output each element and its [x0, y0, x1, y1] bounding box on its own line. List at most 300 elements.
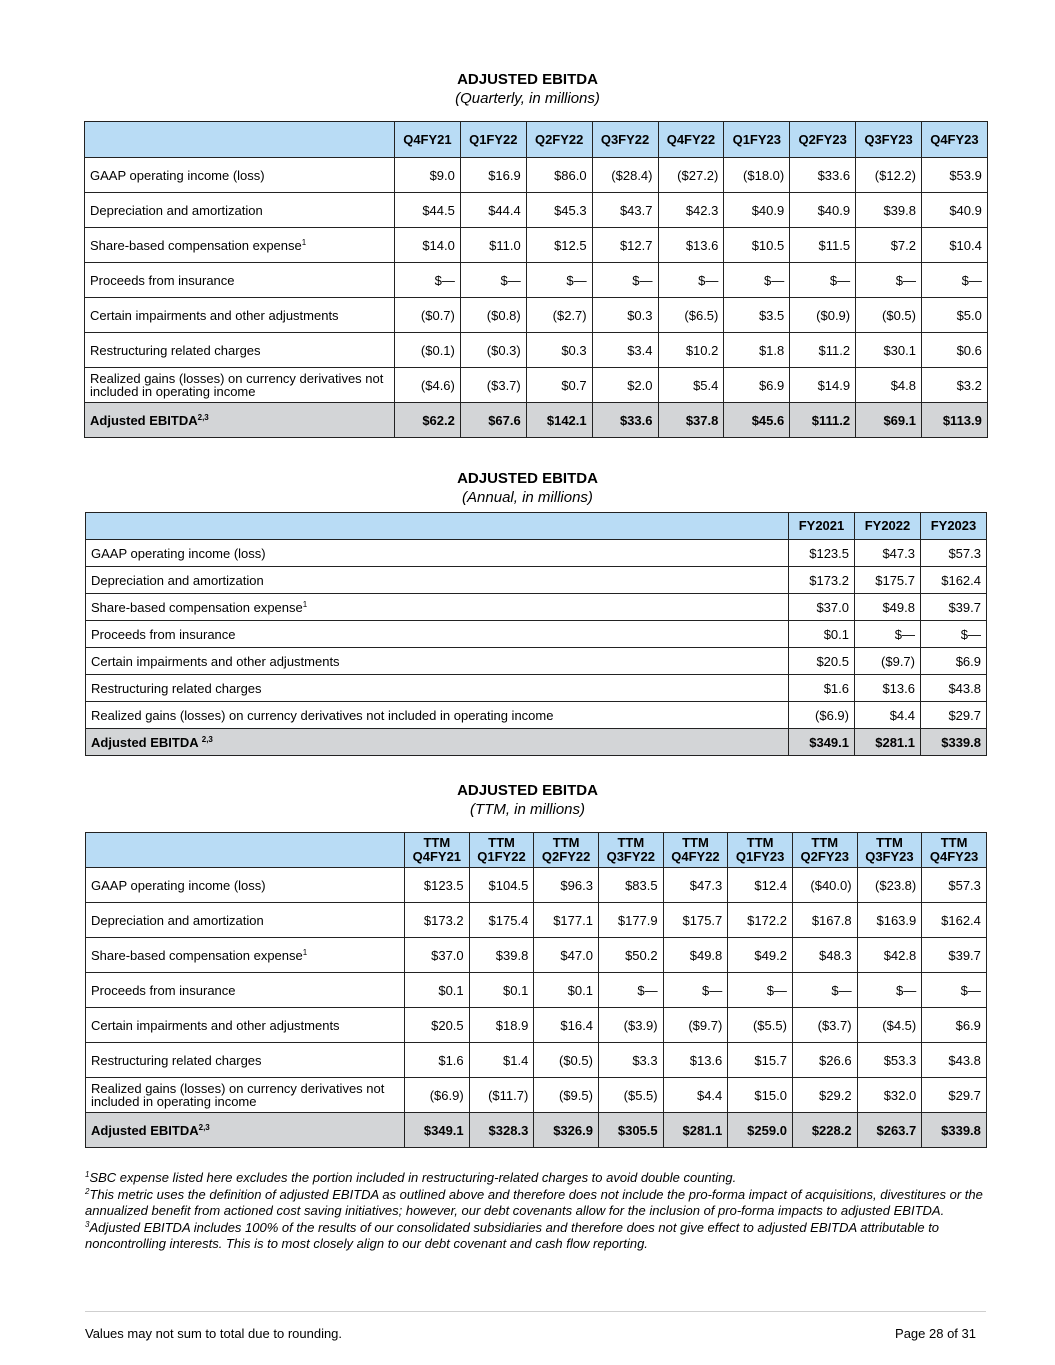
value-cell: ($6.9) — [789, 702, 855, 729]
column-header — [855, 513, 921, 540]
value-cell: $48.3 — [792, 938, 857, 973]
row-label — [86, 903, 405, 938]
value-cell: $167.8 — [792, 903, 857, 938]
value-cell: $0.1 — [534, 973, 599, 1008]
value-cell: $13.6 — [855, 675, 921, 702]
value-cell: $11.2 — [790, 333, 856, 368]
row-label — [85, 158, 395, 193]
column-header-line: TTM — [876, 835, 903, 850]
value-cell: $49.8 — [855, 594, 921, 621]
row-label — [85, 403, 395, 438]
value-cell: $349.1 — [789, 729, 855, 756]
value-cell: $— — [790, 263, 856, 298]
value-cell: ($11.7) — [469, 1078, 534, 1113]
value-cell: $9.0 — [395, 158, 461, 193]
value-cell: $349.1 — [405, 1113, 470, 1148]
value-cell: $33.6 — [592, 403, 658, 438]
row-label — [86, 868, 405, 903]
value-cell: ($18.0) — [724, 158, 790, 193]
column-header-line: FY2022 — [864, 518, 911, 533]
value-cell: $47.3 — [855, 540, 921, 567]
row-label — [86, 702, 789, 729]
table-row — [86, 973, 987, 1008]
column-header-line: FY2021 — [798, 518, 845, 533]
value-cell: $2.0 — [592, 368, 658, 403]
value-cell: $12.7 — [592, 228, 658, 263]
value-cell: $12.4 — [728, 868, 793, 903]
value-cell: $281.1 — [855, 729, 921, 756]
value-cell: $— — [728, 973, 793, 1008]
column-header-line: Q3FY23 — [865, 849, 914, 864]
column-header-line: Q4FY22 — [671, 849, 720, 864]
column-header-line: Q4FY21 — [412, 849, 462, 864]
table-row — [86, 540, 987, 567]
column-header-line: Q4FY22 — [666, 131, 716, 147]
column-header — [856, 122, 922, 158]
value-cell: $— — [395, 263, 461, 298]
row-label — [85, 228, 395, 263]
row-label-text: Proceeds from insurance — [90, 272, 235, 288]
row-label-text: Restructuring related charges — [91, 1052, 262, 1068]
column-header-line: Q4FY23 — [930, 131, 979, 147]
value-cell: ($3.9) — [598, 1008, 663, 1043]
value-cell: $29.7 — [921, 702, 987, 729]
value-cell: $86.0 — [526, 158, 592, 193]
column-header-line: Q2FY23 — [800, 849, 849, 864]
value-cell: $37.0 — [405, 938, 470, 973]
header-blank-cell — [85, 122, 395, 158]
table-row — [86, 648, 987, 675]
column-header-line: TTM — [940, 835, 968, 850]
column-header — [469, 833, 534, 868]
value-cell: $— — [921, 621, 987, 648]
column-header — [922, 833, 987, 868]
value-cell: $175.7 — [855, 567, 921, 594]
column-header — [663, 833, 728, 868]
value-cell: $326.9 — [534, 1113, 599, 1148]
value-cell: $— — [792, 973, 857, 1008]
column-header-line: Q3FY22 — [606, 849, 655, 864]
value-cell: $5.4 — [658, 368, 724, 403]
column-header-line: Q4FY23 — [929, 849, 979, 864]
value-cell: $40.9 — [922, 193, 988, 228]
total-row — [85, 403, 988, 438]
value-cell: $83.5 — [598, 868, 663, 903]
row-label-text: Proceeds from insurance — [91, 982, 236, 998]
value-cell: $20.5 — [405, 1008, 470, 1043]
value-cell: $50.2 — [598, 938, 663, 973]
value-cell: $263.7 — [857, 1113, 922, 1148]
table-row — [85, 193, 988, 228]
row-label-text: Share-based compensation expense — [91, 599, 303, 615]
table-row — [86, 594, 987, 621]
value-cell: $0.6 — [922, 333, 988, 368]
column-header — [526, 122, 592, 158]
quarterly-title: ADJUSTED EBITDA — [457, 71, 598, 88]
value-cell: $11.5 — [790, 228, 856, 263]
value-cell: $— — [592, 263, 658, 298]
value-cell: $1.6 — [789, 675, 855, 702]
table-row — [85, 298, 988, 333]
value-cell: $0.7 — [526, 368, 592, 403]
quarterly-subtitle: (Quarterly, in millions) — [455, 90, 600, 107]
value-cell: $30.1 — [856, 333, 922, 368]
value-cell: $— — [856, 263, 922, 298]
table-row — [86, 1043, 987, 1078]
value-cell: $42.8 — [857, 938, 922, 973]
row-label — [85, 368, 395, 403]
footnote-marker: 1 — [302, 599, 308, 609]
value-cell: ($12.2) — [856, 158, 922, 193]
value-cell: $281.1 — [663, 1113, 728, 1148]
value-cell: $12.5 — [526, 228, 592, 263]
footnote-2 — [85, 1187, 990, 1220]
footnote-marker: 1 — [301, 237, 307, 247]
value-cell: $47.0 — [534, 938, 599, 973]
value-cell: $1.8 — [724, 333, 790, 368]
rounding-note: Values may not sum to total due to rounding. — [85, 1326, 343, 1341]
row-label — [86, 594, 789, 621]
column-header-line: TTM — [746, 835, 774, 850]
footnote-3-number: 3 — [85, 1219, 90, 1229]
column-header-line: Q4FY21 — [403, 131, 452, 147]
value-cell: $3.3 — [598, 1043, 663, 1078]
value-cell: $— — [724, 263, 790, 298]
value-cell: $33.6 — [790, 158, 856, 193]
value-cell: $29.7 — [922, 1078, 987, 1113]
value-cell: ($23.8) — [857, 868, 922, 903]
table-row — [85, 228, 988, 263]
value-cell: $57.3 — [922, 868, 987, 903]
row-label-text: Realized gains (losses) on currency derivatives not included in operating income — [90, 371, 384, 399]
value-cell: $42.3 — [658, 193, 724, 228]
row-label-text: Realized gains (losses) on currency derivatives not included in operating income — [91, 1081, 385, 1109]
value-cell: $69.1 — [856, 403, 922, 438]
table-row — [85, 333, 988, 368]
total-row — [86, 729, 987, 756]
value-cell: $4.8 — [856, 368, 922, 403]
value-cell: $0.3 — [592, 298, 658, 333]
value-cell: ($0.1) — [395, 333, 461, 368]
column-header — [395, 122, 461, 158]
column-header — [922, 122, 988, 158]
row-label — [86, 1008, 405, 1043]
value-cell: $10.5 — [724, 228, 790, 263]
table-row — [85, 158, 988, 193]
value-cell: $259.0 — [728, 1113, 793, 1148]
value-cell: $44.5 — [395, 193, 461, 228]
footnote-2-number: 2 — [85, 1186, 90, 1196]
value-cell: $4.4 — [663, 1078, 728, 1113]
column-header — [921, 513, 987, 540]
value-cell: ($0.9) — [790, 298, 856, 333]
value-cell: $5.0 — [922, 298, 988, 333]
value-cell: $6.9 — [724, 368, 790, 403]
footnote-1-number: 1 — [85, 1170, 90, 1179]
row-label-text: Depreciation and amortization — [90, 202, 263, 218]
value-cell: $0.1 — [469, 973, 534, 1008]
column-header-line: Q1FY22 — [477, 849, 526, 864]
value-cell: ($28.4) — [592, 158, 658, 193]
column-header-line: Q1FY22 — [469, 131, 518, 147]
value-cell: $— — [526, 263, 592, 298]
value-cell: ($9.7) — [663, 1008, 728, 1043]
value-cell: $29.2 — [792, 1078, 857, 1113]
value-cell: $162.4 — [922, 903, 987, 938]
footnote-marker: 2,3 — [197, 412, 209, 422]
annual-subtitle: (Annual, in millions) — [462, 489, 593, 506]
value-cell: $16.4 — [534, 1008, 599, 1043]
header-row — [86, 833, 987, 868]
value-cell: $14.0 — [395, 228, 461, 263]
value-cell: $39.7 — [921, 594, 987, 621]
footer-divider — [85, 1311, 986, 1312]
column-header-line: Q3FY23 — [864, 131, 913, 147]
footnote-1-text: SBC expense listed here excludes the portion included in restructuring-related charges to avoid double counting. — [89, 1170, 737, 1185]
value-cell: ($40.0) — [792, 868, 857, 903]
table-row — [86, 621, 987, 648]
value-cell: $47.3 — [663, 868, 728, 903]
annual-title: ADJUSTED EBITDA — [457, 470, 598, 487]
value-cell: ($2.7) — [526, 298, 592, 333]
row-label-text: Adjusted EBITDA — [91, 734, 202, 750]
value-cell: $49.2 — [728, 938, 793, 973]
value-cell: $6.9 — [921, 648, 987, 675]
column-header-line: TTM — [423, 835, 451, 850]
value-cell: $3.2 — [922, 368, 988, 403]
column-header — [658, 122, 724, 158]
row-label — [86, 540, 789, 567]
value-cell: $123.5 — [405, 868, 470, 903]
footnote-1 — [85, 1170, 990, 1187]
ttm-title: ADJUSTED EBITDA — [457, 782, 598, 799]
column-header — [598, 833, 663, 868]
table-row — [86, 702, 987, 729]
value-cell: ($9.7) — [855, 648, 921, 675]
column-header — [728, 833, 793, 868]
value-cell: $— — [922, 973, 987, 1008]
row-label-text: Depreciation and amortization — [91, 912, 264, 928]
value-cell: ($3.7) — [792, 1008, 857, 1043]
value-cell: $175.7 — [663, 903, 728, 938]
row-label — [86, 675, 789, 702]
value-cell: $0.1 — [789, 621, 855, 648]
value-cell: $53.3 — [857, 1043, 922, 1078]
value-cell: $16.9 — [460, 158, 526, 193]
table-row — [86, 903, 987, 938]
value-cell: ($3.7) — [460, 368, 526, 403]
quarterly-heading — [0, 70, 1055, 108]
value-cell: $32.0 — [857, 1078, 922, 1113]
value-cell: $13.6 — [658, 228, 724, 263]
row-label-text: Realized gains (losses) on currency derivatives not included in operating income — [91, 707, 554, 723]
row-label — [86, 1043, 405, 1078]
value-cell: $1.6 — [405, 1043, 470, 1078]
row-label — [86, 973, 405, 1008]
value-cell: $104.5 — [469, 868, 534, 903]
value-cell: $53.9 — [922, 158, 988, 193]
column-header — [460, 122, 526, 158]
value-cell: ($5.5) — [598, 1078, 663, 1113]
page-number: Page 28 of 31 — [895, 1326, 976, 1341]
row-label-text: GAAP operating income (loss) — [91, 545, 266, 561]
column-header — [534, 833, 599, 868]
value-cell: $— — [658, 263, 724, 298]
value-cell: $45.3 — [526, 193, 592, 228]
column-header-line: Q1FY23 — [732, 131, 782, 147]
table-row — [86, 1008, 987, 1043]
header-blank-cell — [86, 833, 405, 868]
table-row — [86, 567, 987, 594]
row-label — [85, 333, 395, 368]
value-cell: $305.5 — [598, 1113, 663, 1148]
value-cell: $0.1 — [405, 973, 470, 1008]
value-cell: $177.1 — [534, 903, 599, 938]
value-cell: $62.2 — [395, 403, 461, 438]
value-cell: $43.8 — [921, 675, 987, 702]
ttm-ebitda-table — [85, 832, 987, 1148]
row-label-text: Adjusted EBITDA — [91, 1122, 199, 1138]
value-cell: $20.5 — [789, 648, 855, 675]
row-label-text: Certain impairments and other adjustments — [91, 1017, 340, 1033]
row-label-text: Restructuring related charges — [91, 680, 262, 696]
value-cell: $177.9 — [598, 903, 663, 938]
row-label — [86, 621, 789, 648]
value-cell: $1.4 — [469, 1043, 534, 1078]
table-row — [85, 263, 988, 298]
row-label-text: Depreciation and amortization — [91, 572, 264, 588]
value-cell: $228.2 — [792, 1113, 857, 1148]
value-cell: ($6.5) — [658, 298, 724, 333]
column-header-line: TTM — [682, 835, 709, 850]
value-cell: $57.3 — [921, 540, 987, 567]
table-row — [86, 675, 987, 702]
row-label-text: Share-based compensation expense — [91, 947, 303, 963]
row-label — [86, 648, 789, 675]
value-cell: $— — [857, 973, 922, 1008]
value-cell: ($0.7) — [395, 298, 461, 333]
column-header — [789, 513, 855, 540]
value-cell: $49.8 — [663, 938, 728, 973]
value-cell: $339.8 — [922, 1113, 987, 1148]
table-row — [86, 938, 987, 973]
value-cell: $6.9 — [922, 1008, 987, 1043]
total-row — [86, 1113, 987, 1148]
value-cell: $43.7 — [592, 193, 658, 228]
row-label — [86, 729, 789, 756]
value-cell: $37.8 — [658, 403, 724, 438]
value-cell: $113.9 — [922, 403, 988, 438]
value-cell: $44.4 — [460, 193, 526, 228]
column-header-line: Q2FY23 — [798, 131, 847, 147]
row-label — [86, 1078, 405, 1113]
header-row — [86, 513, 987, 540]
row-label-text: GAAP operating income (loss) — [90, 167, 265, 183]
annual-ebitda-table — [85, 512, 987, 756]
value-cell: $3.5 — [724, 298, 790, 333]
value-cell: $14.9 — [790, 368, 856, 403]
value-cell: $175.4 — [469, 903, 534, 938]
value-cell: $4.4 — [855, 702, 921, 729]
row-label-text: GAAP operating income (loss) — [91, 877, 266, 893]
column-header — [792, 833, 857, 868]
value-cell: $13.6 — [663, 1043, 728, 1078]
value-cell: ($0.5) — [856, 298, 922, 333]
row-label-text: Restructuring related charges — [90, 342, 261, 358]
value-cell: $15.7 — [728, 1043, 793, 1078]
column-header-line: TTM — [552, 835, 580, 850]
value-cell: $10.4 — [922, 228, 988, 263]
value-cell: $162.4 — [921, 567, 987, 594]
value-cell: $39.8 — [856, 193, 922, 228]
column-header — [790, 122, 856, 158]
value-cell: $— — [598, 973, 663, 1008]
value-cell: $3.4 — [592, 333, 658, 368]
row-label-text: Certain impairments and other adjustments — [90, 307, 339, 323]
column-header-line: TTM — [488, 835, 515, 850]
value-cell: $173.2 — [405, 903, 470, 938]
footnote-marker: 1 — [302, 947, 308, 957]
table-row — [86, 868, 987, 903]
value-cell: $— — [460, 263, 526, 298]
value-cell: $67.6 — [460, 403, 526, 438]
row-label — [86, 938, 405, 973]
value-cell: ($27.2) — [658, 158, 724, 193]
column-header-line: Q2FY22 — [541, 849, 591, 864]
row-label — [85, 298, 395, 333]
row-label — [86, 567, 789, 594]
value-cell: $26.6 — [792, 1043, 857, 1078]
footnotes — [85, 1170, 990, 1253]
value-cell: ($9.5) — [534, 1078, 599, 1113]
column-header — [724, 122, 790, 158]
value-cell: $0.3 — [526, 333, 592, 368]
value-cell: $123.5 — [789, 540, 855, 567]
row-label — [85, 193, 395, 228]
quarterly-ebitda-table — [84, 121, 988, 438]
value-cell: $39.7 — [922, 938, 987, 973]
value-cell: ($5.5) — [728, 1008, 793, 1043]
footnote-marker: 2,3 — [198, 1122, 210, 1132]
value-cell: $15.0 — [728, 1078, 793, 1113]
value-cell: ($4.6) — [395, 368, 461, 403]
value-cell: $— — [663, 973, 728, 1008]
value-cell: ($0.3) — [460, 333, 526, 368]
value-cell: ($4.5) — [857, 1008, 922, 1043]
value-cell: $18.9 — [469, 1008, 534, 1043]
ttm-heading — [0, 781, 1055, 819]
value-cell: $43.8 — [922, 1043, 987, 1078]
ttm-subtitle: (TTM, in millions) — [470, 801, 585, 818]
footnote-2-text: This metric uses the definition of adjusted EBITDA as outlined above and therefore does not include the pro-forma impact of acquisitions, divestitures or the annualized benefit from actioned cost saving initiatives; however, our debt covenants allow for the inclusion of pro-forma impacts to adjusted EBITDA. — [85, 1186, 983, 1218]
footnote-3 — [85, 1220, 990, 1253]
value-cell: ($0.5) — [534, 1043, 599, 1078]
footnote-3-text: Adjusted EBITDA includes 100% of the results of our consolidated subsidiaries and therefore does not give effect to adjusted EBITDA attributable to noncontrolling interests. This is to most closely align to our debt covenant and cash flow reporting. — [85, 1219, 940, 1251]
value-cell: $45.6 — [724, 403, 790, 438]
value-cell: $111.2 — [790, 403, 856, 438]
value-cell: $11.0 — [460, 228, 526, 263]
value-cell: $142.1 — [526, 403, 592, 438]
value-cell: $7.2 — [856, 228, 922, 263]
table-row — [85, 368, 988, 403]
value-cell: $40.9 — [724, 193, 790, 228]
value-cell: $96.3 — [534, 868, 599, 903]
value-cell: $172.2 — [728, 903, 793, 938]
value-cell: $163.9 — [857, 903, 922, 938]
header-blank-cell — [86, 513, 789, 540]
column-header — [592, 122, 658, 158]
row-label-text: Adjusted EBITDA — [90, 412, 198, 428]
